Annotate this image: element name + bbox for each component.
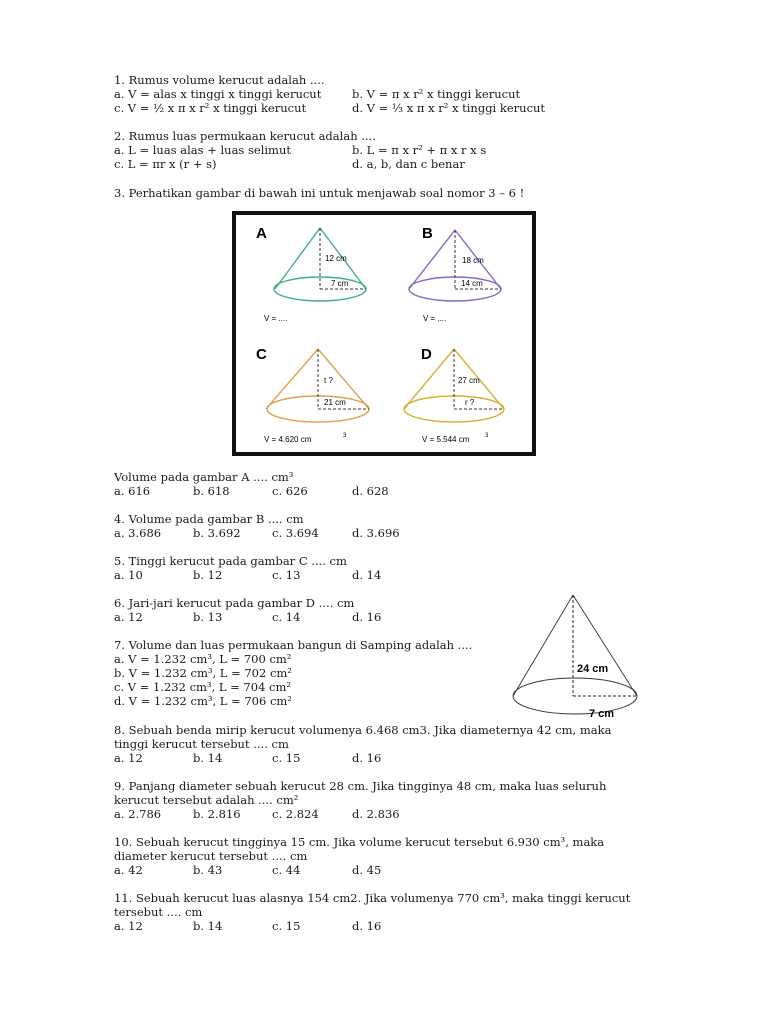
q9-line2: kerucut tersebut adalah .... cm² bbox=[114, 793, 299, 807]
q7-option-c: c. V = 1.232 cm³, L = 704 cm² bbox=[114, 680, 291, 694]
q8-line2: tinggi kerucut tersebut .... cm bbox=[114, 737, 289, 751]
q8-option-b: b. 14 bbox=[193, 751, 223, 765]
q1-option-a: a. V = alas x tinggi x tinggi kerucut bbox=[114, 87, 322, 101]
q3-option-b: b. 618 bbox=[193, 484, 230, 498]
q10-option-b: b. 43 bbox=[193, 863, 223, 877]
q9-option-a: a. 2.786 bbox=[114, 807, 162, 821]
q9-line1: 9. Panjang diameter sebuah kerucut 28 cm. Jika tingginya 48 cm, maka luas seluruh bbox=[114, 779, 607, 793]
q6-option-b: b. 13 bbox=[193, 610, 223, 624]
q10-line2: diameter kerucut tersebut .... cm bbox=[114, 849, 308, 863]
q4-option-c: c. 3.694 bbox=[272, 526, 319, 540]
q6-question: 6. Jari-jari kerucut pada gambar D .... cm bbox=[114, 596, 355, 610]
q3-option-a: a. 616 bbox=[114, 484, 151, 498]
q3-question: Volume pada gambar A .... cm³ bbox=[114, 470, 294, 484]
q2-option-c: c. L = πr x (r + s) bbox=[114, 157, 217, 171]
q1-question: 1. Rumus volume kerucut adalah .... bbox=[114, 73, 325, 87]
q4-option-b: b. 3.692 bbox=[193, 526, 241, 540]
q1-option-c: c. V = ½ x π x r² x tinggi kerucut bbox=[114, 101, 307, 115]
q8-option-c: c. 15 bbox=[272, 751, 301, 765]
q11-line1: 11. Sebuah kerucut luas alasnya 154 cm2. Jika volumenya 770 cm³, maka tinggi kerucut bbox=[114, 891, 631, 905]
cone-c-letter: C bbox=[256, 346, 267, 363]
q5-question: 5. Tinggi kerucut pada gambar C .... cm bbox=[114, 554, 347, 568]
cone-c-height: t ? bbox=[324, 376, 333, 385]
q9-option-b: b. 2.816 bbox=[193, 807, 241, 821]
q6-option-c: c. 14 bbox=[272, 610, 301, 624]
q10-option-d: d. 45 bbox=[352, 863, 382, 877]
cone-d-volume-exp: 3 bbox=[485, 433, 489, 439]
cones-figure bbox=[232, 211, 536, 456]
q2-option-d: d. a, b, dan c benar bbox=[352, 157, 465, 171]
q6-option-a: a. 12 bbox=[114, 610, 143, 624]
q2-option-a: a. L = luas alas + luas selimut bbox=[114, 143, 291, 157]
q3-intro: 3. Perhatikan gambar di bawah ini untuk menjawab soal nomor 3 – 6 ! bbox=[114, 186, 525, 200]
cone-a-radius: 7 cm bbox=[331, 279, 349, 288]
q7-question: 7. Volume dan luas permukaan bangun di Samping adalah .... bbox=[114, 638, 473, 652]
q8-option-a: a. 12 bbox=[114, 751, 143, 765]
q8-line1: 8. Sebuah benda mirip kerucut volumenya 6.468 cm3. Jika diameternya 42 cm, maka bbox=[114, 723, 612, 737]
q1-option-b: b. V = π x r² x tinggi kerucut bbox=[352, 87, 521, 101]
cone-a-height: 12 cm bbox=[325, 254, 347, 263]
q3-option-c: c. 626 bbox=[272, 484, 308, 498]
q4-option-a: a. 3.686 bbox=[114, 526, 162, 540]
q1-option-d: d. V = ⅓ x π x r² x tinggi kerucut bbox=[352, 101, 546, 115]
q5-option-c: c. 13 bbox=[272, 568, 301, 582]
q11-option-a: a. 12 bbox=[114, 919, 143, 933]
q4-question: 4. Volume pada gambar B .... cm bbox=[114, 512, 304, 526]
q8-option-d: d. 16 bbox=[352, 751, 382, 765]
q9-option-c: c. 2.824 bbox=[272, 807, 319, 821]
cone-d-letter: D bbox=[421, 346, 432, 363]
cone-d-radius: r ? bbox=[465, 398, 475, 407]
q3-option-d: d. 628 bbox=[352, 484, 389, 498]
cone-c-volume: V = 4.620 cm bbox=[264, 435, 312, 444]
cone-b-letter: B bbox=[422, 225, 433, 242]
q7-option-b: b. V = 1.232 cm³, L = 702 cm² bbox=[114, 666, 292, 680]
q11-option-b: b. 14 bbox=[193, 919, 223, 933]
cone-d-volume: V = 5.544 cm bbox=[422, 435, 470, 444]
q2-question: 2. Rumus luas permukaan kerucut adalah .... bbox=[114, 129, 376, 143]
q9-option-d: d. 2.836 bbox=[352, 807, 400, 821]
cone-b-volume: V = .... bbox=[423, 314, 447, 323]
q7-cone-height: 24 cm bbox=[577, 663, 609, 675]
cone-b-height: 18 cm bbox=[462, 256, 484, 265]
q10-option-a: a. 42 bbox=[114, 863, 143, 877]
q7-cone-radius: 7 cm bbox=[589, 708, 615, 720]
q6-option-d: d. 16 bbox=[352, 610, 382, 624]
q4-option-d: d. 3.696 bbox=[352, 526, 400, 540]
q10-option-c: c. 44 bbox=[272, 863, 301, 877]
cone-a-letter: A bbox=[256, 225, 267, 242]
q5-option-b: b. 12 bbox=[193, 568, 223, 582]
q7-cone-figure bbox=[505, 588, 645, 724]
cone-c-radius: 21 cm bbox=[324, 398, 346, 407]
q5-option-d: d. 14 bbox=[352, 568, 382, 582]
cone-a-volume: V = .... bbox=[264, 314, 288, 323]
q5-option-a: a. 10 bbox=[114, 568, 143, 582]
q7-option-d: d. V = 1.232 cm³, L = 706 cm² bbox=[114, 694, 292, 708]
q10-line1: 10. Sebuah kerucut tingginya 15 cm. Jika volume kerucut tersebut 6.930 cm³, maka bbox=[114, 835, 605, 849]
cone-b-radius: 14 cm bbox=[461, 279, 483, 288]
q2-option-b: b. L = π x r² + π x r x s bbox=[352, 143, 487, 157]
q11-line2: tersebut .... cm bbox=[114, 905, 203, 919]
cone-d-height: 27 cm bbox=[458, 376, 480, 385]
q11-option-d: d. 16 bbox=[352, 919, 382, 933]
q11-option-c: c. 15 bbox=[272, 919, 301, 933]
q7-option-a: a. V = 1.232 cm³, L = 700 cm² bbox=[114, 652, 292, 666]
cone-c-volume-exp: 3 bbox=[343, 433, 347, 439]
